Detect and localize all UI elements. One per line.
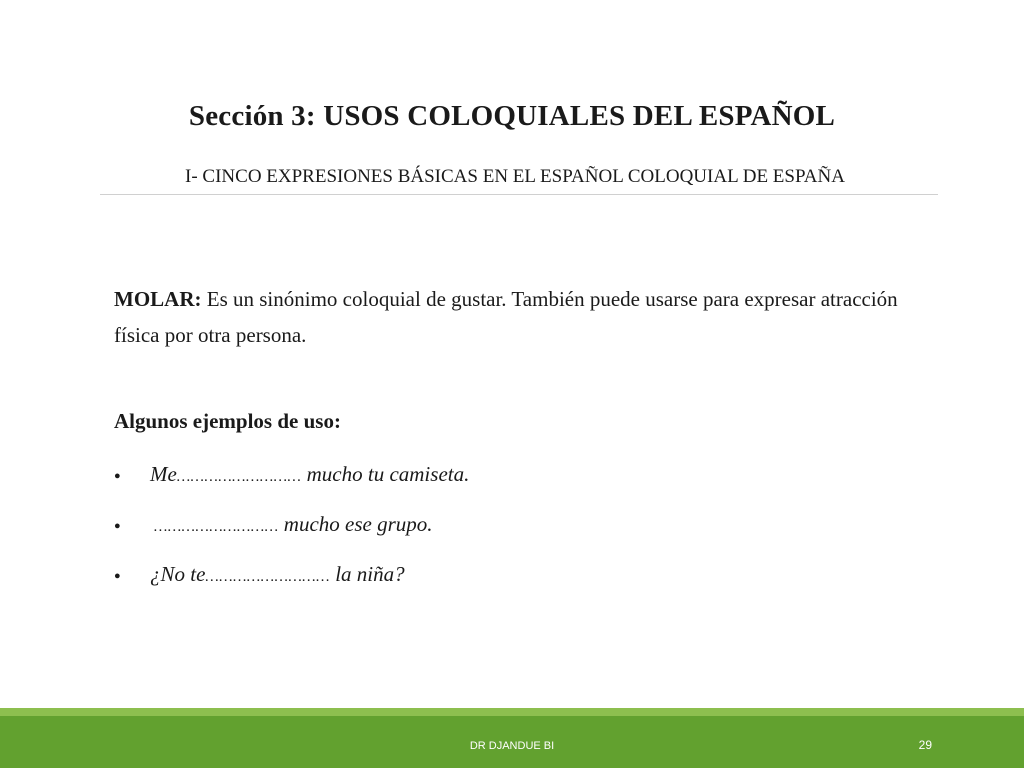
slide-subtitle: I- CINCO EXPRESIONES BÁSICAS EN EL ESPAÑOL COLOQUIAL DE ESPAÑA bbox=[185, 166, 845, 187]
definition-term: MOLAR: bbox=[114, 287, 202, 311]
example-after: la niña? bbox=[329, 562, 405, 586]
example-before: ¿No te bbox=[150, 562, 206, 586]
bullet-icon: ● bbox=[114, 470, 121, 483]
example-item bbox=[114, 462, 469, 487]
bullet-icon: ● bbox=[114, 520, 121, 533]
definition-paragraph bbox=[114, 281, 914, 353]
example-item bbox=[114, 562, 405, 587]
page-number: 29 bbox=[918, 738, 932, 752]
example-after: mucho tu camiseta. bbox=[301, 462, 470, 486]
footer-author: DR DJANDUE BI bbox=[469, 740, 555, 752]
subtitle-divider bbox=[100, 194, 938, 195]
example-after: mucho ese grupo. bbox=[278, 512, 433, 536]
definition-text: Es un sinónimo coloquial de gustar. También puede usarse para expresar atracción física por otra persona. bbox=[114, 287, 898, 347]
bullet-icon: ● bbox=[114, 570, 121, 583]
example-blank: ……………………… bbox=[205, 569, 330, 585]
slide-title: Sección 3: USOS COLOQUIALES DEL ESPAÑOL bbox=[188, 100, 836, 132]
example-item bbox=[114, 512, 433, 537]
examples-heading: Algunos ejemplos de uso: bbox=[114, 409, 341, 433]
footer-accent-stripe bbox=[0, 708, 1024, 716]
example-before: Me bbox=[150, 462, 177, 486]
example-blank: ……………………… bbox=[176, 469, 302, 485]
example-blank: ……………………… bbox=[154, 519, 279, 535]
